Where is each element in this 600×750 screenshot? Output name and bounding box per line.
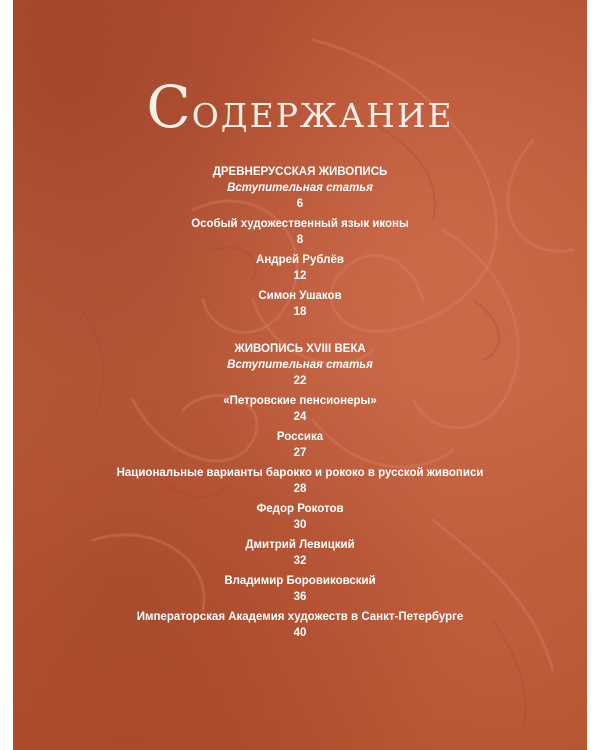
toc-entry-page: 27 bbox=[293, 447, 307, 459]
toc-entry-page: 24 bbox=[293, 411, 307, 423]
section-spacer bbox=[13, 324, 587, 341]
toc-entry-page: 6 bbox=[296, 198, 304, 210]
toc-entry-page: 40 bbox=[293, 627, 307, 639]
toc-entry-subtitle: Вступительная статья bbox=[227, 359, 373, 371]
toc-entry-rossica[interactable] bbox=[13, 429, 587, 461]
toc-entry-page: 36 bbox=[293, 591, 307, 603]
toc-entry-rokotov[interactable] bbox=[13, 501, 587, 533]
toc-entry-borovikovsky[interactable] bbox=[13, 573, 587, 605]
toc-entry-title: Национальные варианты барокко и рококо в русской живописи bbox=[116, 467, 484, 479]
toc-entry-title: Федор Рокотов bbox=[256, 503, 344, 515]
toc-entry-petrine-pensioners[interactable] bbox=[13, 393, 587, 425]
toc-entry-18th-century-painting[interactable] bbox=[13, 341, 587, 389]
toc-entry-title: Владимир Боровиковский bbox=[224, 575, 376, 587]
toc-entry-title: Россика bbox=[276, 431, 324, 443]
toc-entry-levitsky[interactable] bbox=[13, 537, 587, 569]
toc-entry-page: 28 bbox=[293, 483, 307, 495]
title-rest: ОДЕРЖАНИЕ bbox=[191, 96, 454, 135]
toc-entry-title: ДРЕВНЕРУССКАЯ ЖИВОПИСЬ bbox=[212, 166, 388, 178]
toc-entry-title: Андрей Рублёв bbox=[256, 254, 344, 266]
toc-entry-baroque-rococo[interactable] bbox=[13, 465, 587, 497]
table-of-contents bbox=[13, 164, 587, 645]
toc-entry-page: 8 bbox=[296, 234, 304, 246]
toc-entry-title: Дмитрий Левицкий bbox=[245, 539, 355, 551]
toc-entry-title: Особый художественный язык иконы bbox=[191, 218, 409, 230]
book-page bbox=[13, 0, 587, 750]
toc-entry-page: 12 bbox=[293, 270, 307, 282]
toc-entry-page: 32 bbox=[293, 555, 307, 567]
toc-entry-rublev[interactable] bbox=[13, 252, 587, 284]
toc-entry-page: 30 bbox=[293, 519, 307, 531]
title-initial: С bbox=[146, 73, 192, 141]
toc-entry-old-russian-painting[interactable] bbox=[13, 164, 587, 212]
toc-entry-ushakov[interactable] bbox=[13, 288, 587, 320]
page-title bbox=[13, 73, 587, 141]
toc-entry-icon-language[interactable] bbox=[13, 216, 587, 248]
toc-entry-imperial-academy[interactable] bbox=[13, 609, 587, 641]
toc-entry-title: Симон Ушаков bbox=[258, 290, 342, 302]
toc-entry-page: 22 bbox=[293, 375, 307, 387]
toc-entry-subtitle: Вступительная статья bbox=[227, 182, 373, 194]
toc-entry-title: «Петровские пенсионеры» bbox=[223, 395, 377, 407]
toc-entry-page: 18 bbox=[293, 306, 307, 318]
toc-entry-title: Императорская Академия художеств в Санкт-Петербурге bbox=[136, 611, 464, 623]
toc-entry-title: ЖИВОПИСЬ XVIII ВЕКА bbox=[234, 343, 366, 355]
